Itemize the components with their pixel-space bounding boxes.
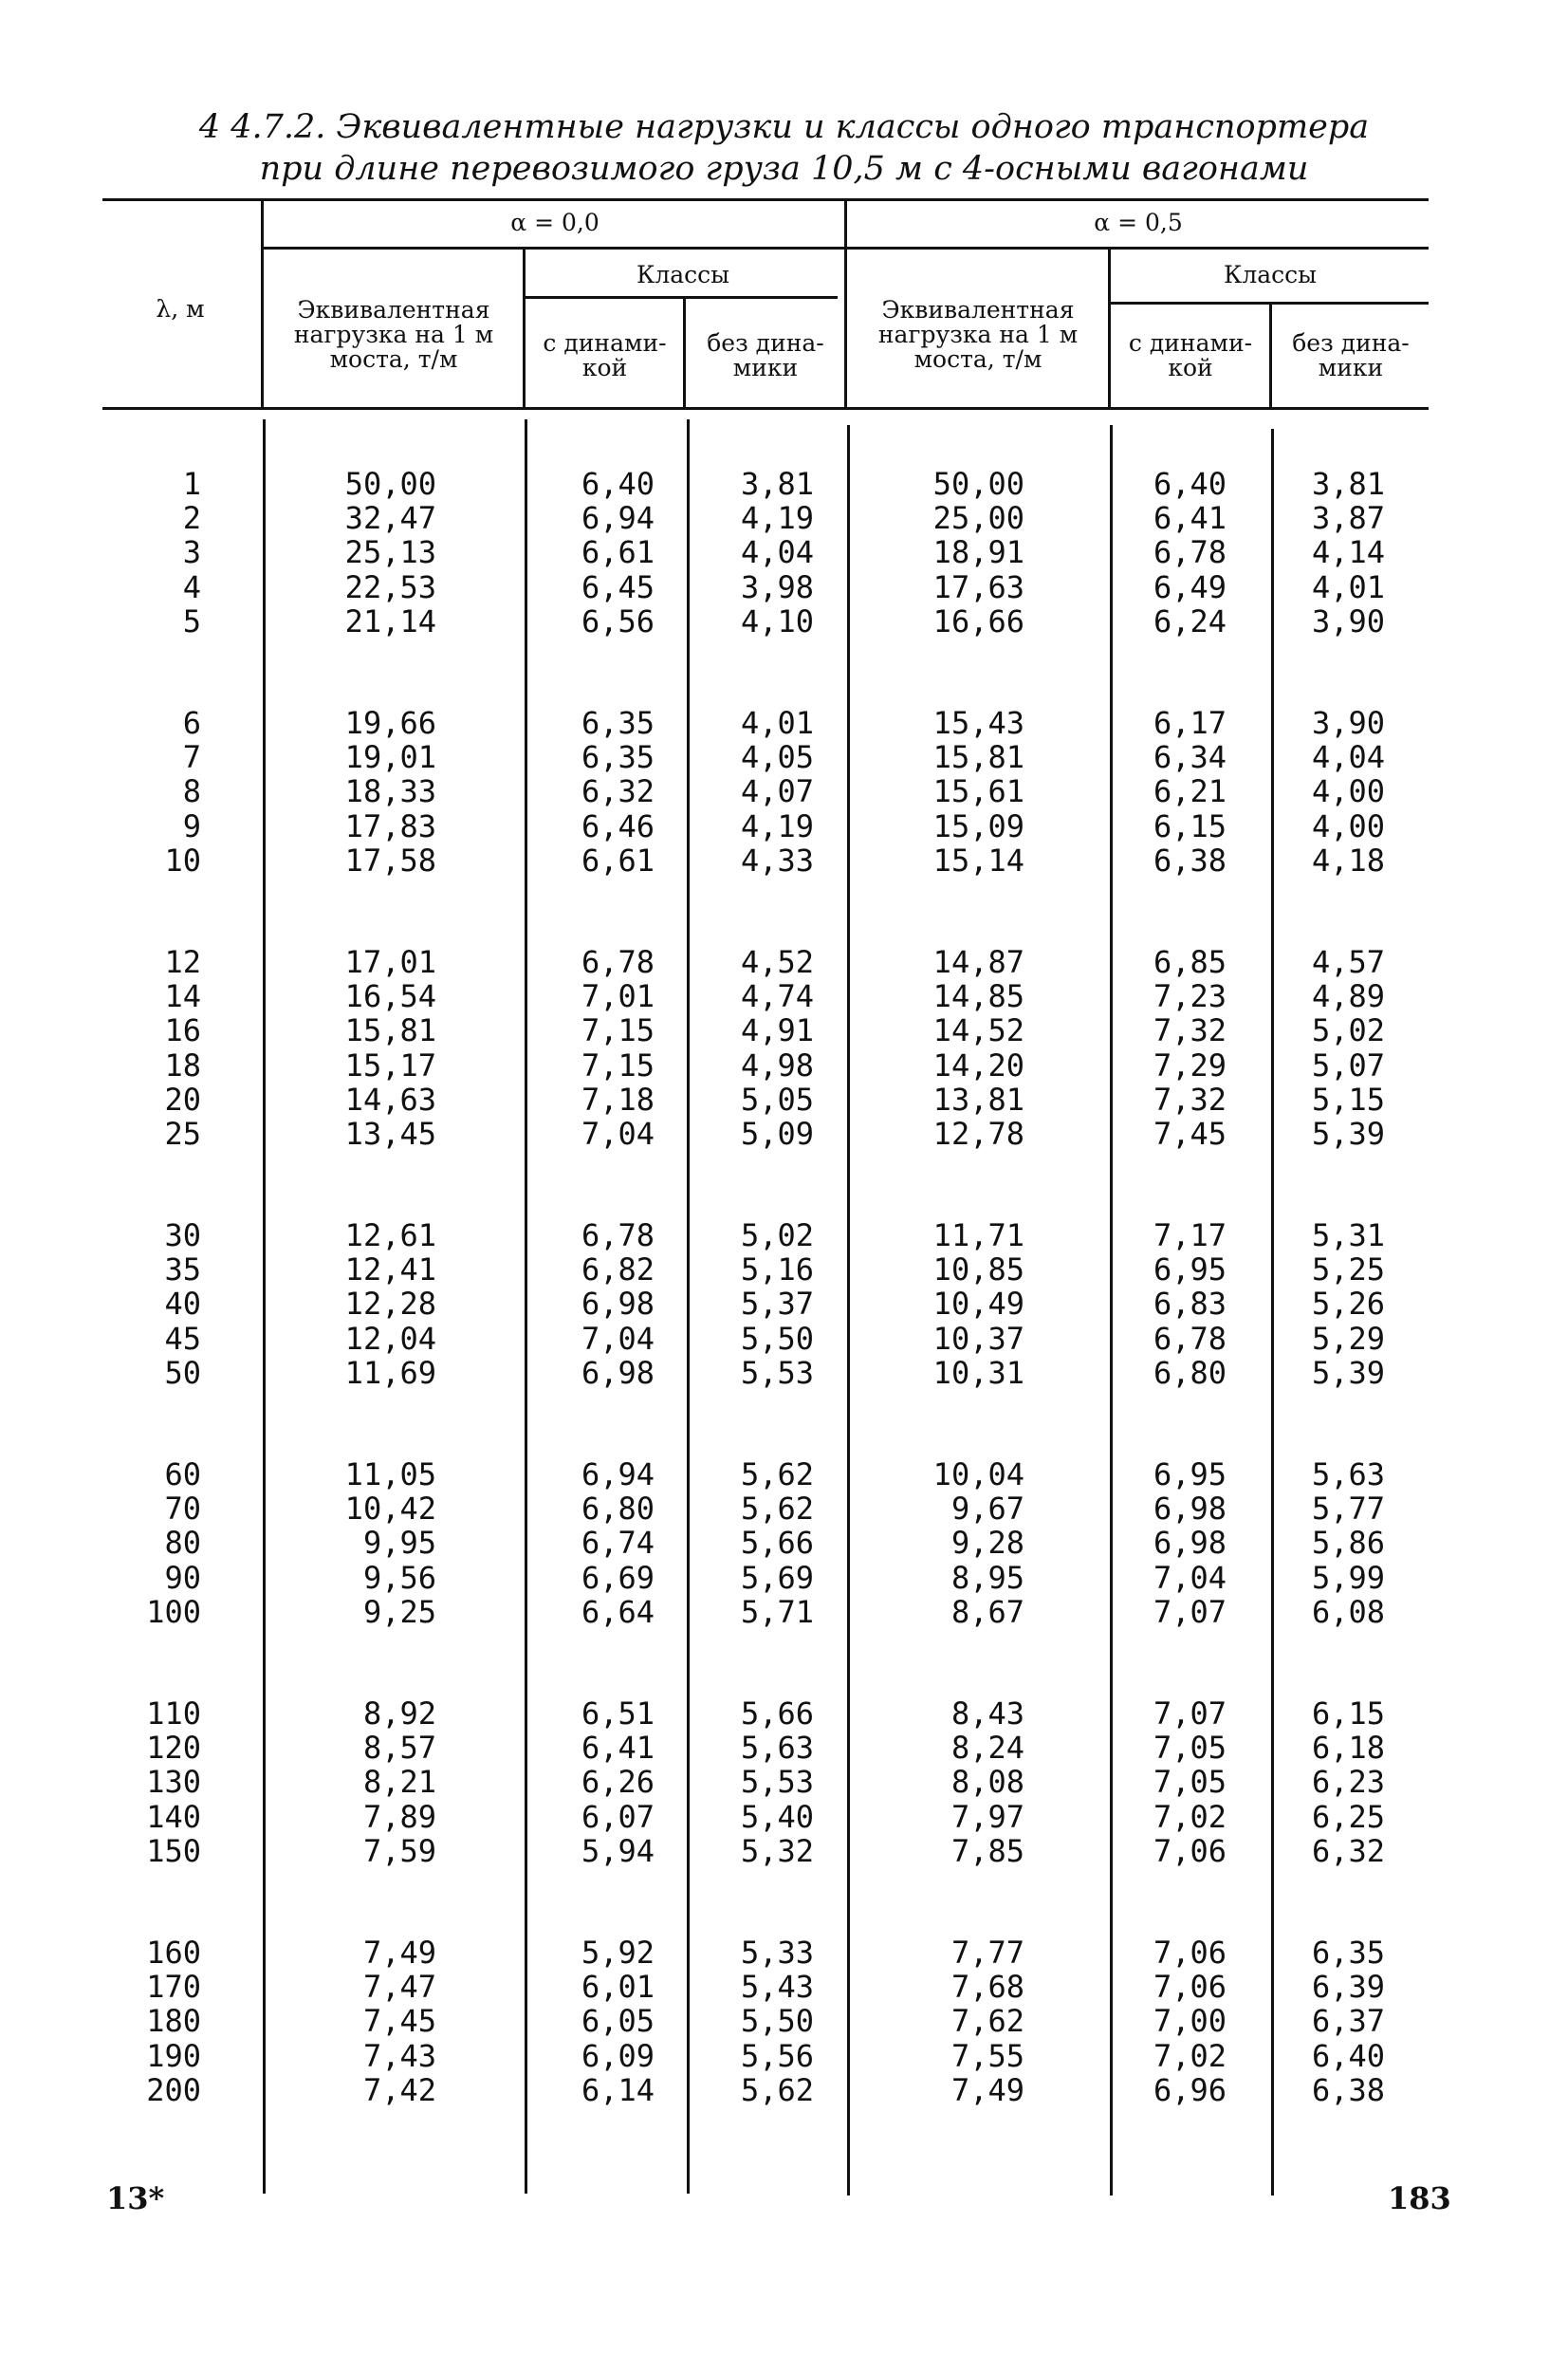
row-equiv-load-a5: 7,85 xyxy=(950,1833,1024,1869)
row-equiv-load-a5: 18,91 xyxy=(932,534,1024,570)
row-equiv-load-a5: 15,43 xyxy=(932,705,1024,741)
row-class-dyn-a5: 6,96 xyxy=(1153,2072,1227,2108)
row-class-dyn-a0: 6,01 xyxy=(581,1969,655,2005)
row-class-nodyn-a0: 5,43 xyxy=(740,1969,814,2005)
row-lambda: 40 xyxy=(164,1286,201,1322)
row-lambda: 200 xyxy=(146,2072,201,2108)
row-equiv-load-a0: 17,01 xyxy=(344,944,436,980)
row-class-nodyn-a5: 4,04 xyxy=(1311,739,1385,775)
row-class-dyn-a5: 7,05 xyxy=(1153,1730,1227,1766)
row-class-nodyn-a0: 4,19 xyxy=(740,500,814,536)
row-equiv-load-a5: 13,81 xyxy=(932,1082,1024,1118)
header-equiv-line-1: Эквивалентная xyxy=(881,296,1075,324)
row-lambda: 90 xyxy=(164,1560,201,1596)
row-class-nodyn-a5: 5,26 xyxy=(1311,1286,1385,1322)
row-class-nodyn-a0: 5,53 xyxy=(740,1355,814,1391)
row-class-nodyn-a5: 5,29 xyxy=(1311,1321,1385,1357)
row-class-nodyn-a5: 6,18 xyxy=(1311,1730,1385,1766)
row-class-dyn-a5: 7,07 xyxy=(1153,1695,1227,1732)
row-class-dyn-a5: 6,17 xyxy=(1153,705,1227,741)
signature-mark: 13* xyxy=(106,2180,165,2216)
row-class-dyn-a5: 6,49 xyxy=(1153,569,1227,605)
row-class-nodyn-a5: 6,37 xyxy=(1311,2003,1385,2039)
header-dyn-line-1: с динами- xyxy=(1128,329,1253,357)
row-class-nodyn-a0: 5,50 xyxy=(740,2003,814,2039)
row-class-dyn-a0: 6,94 xyxy=(581,1456,655,1492)
header-equiv-line-2: нагрузка на 1 м xyxy=(293,321,494,348)
row-lambda: 100 xyxy=(146,1594,201,1630)
row-lambda: 25 xyxy=(164,1116,201,1152)
row-class-dyn-a0: 6,07 xyxy=(581,1799,655,1835)
row-equiv-load-a5: 14,52 xyxy=(932,1012,1024,1048)
row-equiv-load-a0: 10,42 xyxy=(344,1491,436,1527)
row-class-dyn-a0: 6,45 xyxy=(581,569,655,605)
row-equiv-load-a0: 15,81 xyxy=(344,1012,436,1048)
row-equiv-load-a0: 19,66 xyxy=(344,705,436,741)
col-divider xyxy=(683,299,686,407)
row-class-nodyn-a5: 5,31 xyxy=(1311,1217,1385,1253)
row-class-dyn-a0: 6,14 xyxy=(581,2072,655,2108)
row-class-nodyn-a5: 4,14 xyxy=(1311,534,1385,570)
col-divider xyxy=(523,250,526,407)
row-equiv-load-a0: 25,13 xyxy=(344,534,436,570)
row-equiv-load-a5: 10,31 xyxy=(932,1355,1024,1391)
row-class-dyn-a0: 6,40 xyxy=(581,466,655,502)
row-class-dyn-a0: 6,78 xyxy=(581,944,655,980)
row-class-nodyn-a5: 3,90 xyxy=(1311,705,1385,741)
row-equiv-load-a5: 14,85 xyxy=(932,978,1024,1014)
row-class-nodyn-a0: 5,66 xyxy=(740,1525,814,1561)
row-class-nodyn-a5: 4,89 xyxy=(1311,978,1385,1014)
row-class-dyn-a5: 7,06 xyxy=(1153,1935,1227,1971)
col-divider xyxy=(1108,250,1111,407)
row-class-dyn-a0: 6,74 xyxy=(581,1525,655,1561)
row-equiv-load-a5: 7,62 xyxy=(950,2003,1024,2039)
row-class-nodyn-a5: 3,87 xyxy=(1311,500,1385,536)
row-class-dyn-a5: 7,04 xyxy=(1153,1560,1227,1596)
row-class-nodyn-a5: 6,32 xyxy=(1311,1833,1385,1869)
row-class-nodyn-a5: 6,39 xyxy=(1311,1969,1385,2005)
row-class-nodyn-a0: 3,81 xyxy=(740,466,814,502)
row-class-nodyn-a5: 5,07 xyxy=(1311,1047,1385,1084)
row-lambda: 14 xyxy=(164,978,201,1014)
page-number: 183 xyxy=(1388,2180,1451,2216)
row-equiv-load-a5: 8,95 xyxy=(950,1560,1024,1596)
row-class-dyn-a0: 6,05 xyxy=(581,2003,655,2039)
row-equiv-load-a5: 25,00 xyxy=(932,500,1024,536)
row-class-dyn-a5: 6,21 xyxy=(1153,773,1227,809)
row-class-dyn-a5: 7,17 xyxy=(1153,1217,1227,1253)
row-class-dyn-a0: 6,56 xyxy=(581,603,655,639)
row-class-nodyn-a0: 3,98 xyxy=(740,569,814,605)
header-dyn-line-2: кой xyxy=(581,354,628,381)
row-equiv-load-a0: 14,63 xyxy=(344,1082,436,1118)
header-equiv-line-3: моста, т/м xyxy=(913,345,1042,373)
row-lambda: 8 xyxy=(182,773,201,809)
row-equiv-load-a5: 7,77 xyxy=(950,1935,1024,1971)
row-equiv-load-a0: 22,53 xyxy=(344,569,436,605)
row-class-dyn-a5: 6,78 xyxy=(1153,1321,1227,1357)
row-class-dyn-a5: 6,41 xyxy=(1153,500,1227,536)
row-class-dyn-a0: 7,04 xyxy=(581,1116,655,1152)
row-class-dyn-a0: 6,35 xyxy=(581,705,655,741)
row-class-dyn-a5: 6,15 xyxy=(1153,808,1227,844)
row-class-dyn-a0: 6,09 xyxy=(581,2038,655,2074)
row-equiv-load-a0: 7,59 xyxy=(362,1833,436,1869)
header-nodyn-line-2: мики xyxy=(1318,354,1384,381)
row-class-nodyn-a0: 4,01 xyxy=(740,705,814,741)
row-equiv-load-a0: 13,45 xyxy=(344,1116,436,1152)
row-class-nodyn-a5: 5,25 xyxy=(1311,1251,1385,1288)
row-lambda: 3 xyxy=(182,534,201,570)
row-class-dyn-a0: 7,04 xyxy=(581,1321,655,1357)
classes-rule-left xyxy=(525,296,838,299)
row-class-nodyn-a0: 5,62 xyxy=(740,1456,814,1492)
col-divider xyxy=(1271,429,1274,2196)
col-divider xyxy=(1269,305,1272,407)
row-class-nodyn-a5: 3,90 xyxy=(1311,603,1385,639)
header-alpha-05: α = 0,5 xyxy=(1094,209,1183,236)
row-class-nodyn-a5: 3,81 xyxy=(1311,466,1385,502)
row-class-nodyn-a5: 5,39 xyxy=(1311,1116,1385,1152)
row-class-nodyn-a0: 5,62 xyxy=(740,1491,814,1527)
header-with-dynamics xyxy=(526,331,683,380)
row-equiv-load-a0: 18,33 xyxy=(344,773,436,809)
row-equiv-load-a0: 8,21 xyxy=(362,1764,436,1800)
row-class-dyn-a0: 6,64 xyxy=(581,1594,655,1630)
header-equiv-line-3: моста, т/м xyxy=(329,345,458,373)
row-class-dyn-a5: 6,38 xyxy=(1153,843,1227,879)
row-class-nodyn-a5: 4,00 xyxy=(1311,808,1385,844)
row-class-nodyn-a0: 5,32 xyxy=(740,1833,814,1869)
row-equiv-load-a0: 7,45 xyxy=(362,2003,436,2039)
row-class-dyn-a5: 7,07 xyxy=(1153,1594,1227,1630)
row-class-nodyn-a5: 6,15 xyxy=(1311,1695,1385,1732)
row-class-nodyn-a5: 6,25 xyxy=(1311,1799,1385,1835)
row-class-nodyn-a5: 5,86 xyxy=(1311,1525,1385,1561)
row-class-nodyn-a5: 5,02 xyxy=(1311,1012,1385,1048)
row-equiv-load-a5: 50,00 xyxy=(932,466,1024,502)
row-class-nodyn-a0: 5,40 xyxy=(740,1799,814,1835)
row-lambda: 180 xyxy=(146,2003,201,2039)
col-divider xyxy=(525,419,527,2194)
row-class-dyn-a5: 6,40 xyxy=(1153,466,1227,502)
row-class-dyn-a5: 6,78 xyxy=(1153,534,1227,570)
row-class-dyn-a0: 6,69 xyxy=(581,1560,655,1596)
row-lambda: 150 xyxy=(146,1833,201,1869)
header-equiv-line-1: Эквивалентная xyxy=(297,296,490,324)
row-equiv-load-a0: 16,54 xyxy=(344,978,436,1014)
header-nodyn-line-1: без дина- xyxy=(1292,329,1410,357)
row-class-nodyn-a0: 4,91 xyxy=(740,1012,814,1048)
row-equiv-load-a0: 12,28 xyxy=(344,1286,436,1322)
row-lambda: 160 xyxy=(146,1935,201,1971)
col-divider xyxy=(1110,425,1113,2196)
row-class-nodyn-a5: 4,01 xyxy=(1311,569,1385,605)
row-equiv-load-a5: 7,97 xyxy=(950,1799,1024,1835)
header-dyn-line-1: с динами- xyxy=(543,329,667,357)
row-equiv-load-a5: 10,85 xyxy=(932,1251,1024,1288)
row-class-dyn-a0: 5,94 xyxy=(581,1833,655,1869)
row-class-nodyn-a0: 4,10 xyxy=(740,603,814,639)
header-alpha-0: α = 0,0 xyxy=(510,209,600,236)
row-class-nodyn-a0: 5,16 xyxy=(740,1251,814,1288)
row-equiv-load-a5: 8,67 xyxy=(950,1594,1024,1630)
row-lambda: 190 xyxy=(146,2038,201,2074)
row-class-dyn-a0: 5,92 xyxy=(581,1935,655,1971)
row-lambda: 10 xyxy=(164,843,201,879)
row-class-dyn-a0: 6,78 xyxy=(581,1217,655,1253)
row-equiv-load-a0: 9,95 xyxy=(362,1525,436,1561)
row-equiv-load-a5: 15,09 xyxy=(932,808,1024,844)
row-equiv-load-a0: 7,47 xyxy=(362,1969,436,2005)
row-equiv-load-a0: 12,41 xyxy=(344,1251,436,1288)
header-lambda: λ, м xyxy=(156,295,205,323)
table-title-line-2: при длине перевозимого груза 10,5 м с 4-осными вагонами xyxy=(259,150,1309,188)
row-lambda: 6 xyxy=(182,705,201,741)
row-class-nodyn-a0: 5,02 xyxy=(740,1217,814,1253)
col-divider xyxy=(844,201,847,407)
row-class-dyn-a5: 6,95 xyxy=(1153,1251,1227,1288)
row-lambda: 80 xyxy=(164,1525,201,1561)
row-class-nodyn-a0: 5,62 xyxy=(740,2072,814,2108)
row-equiv-load-a0: 9,56 xyxy=(362,1560,436,1596)
row-equiv-load-a5: 8,43 xyxy=(950,1695,1024,1732)
row-lambda: 110 xyxy=(146,1695,201,1732)
row-equiv-load-a0: 15,17 xyxy=(344,1047,436,1084)
row-equiv-load-a0: 7,43 xyxy=(362,2038,436,2074)
row-equiv-load-a5: 7,68 xyxy=(950,1969,1024,2005)
table-top-rule xyxy=(102,198,1429,201)
row-lambda: 140 xyxy=(146,1799,201,1835)
row-class-dyn-a0: 6,61 xyxy=(581,843,655,879)
row-equiv-load-a5: 7,55 xyxy=(950,2038,1024,2074)
row-class-nodyn-a5: 6,23 xyxy=(1311,1764,1385,1800)
row-lambda: 9 xyxy=(182,808,201,844)
row-class-dyn-a5: 7,32 xyxy=(1153,1082,1227,1118)
row-equiv-load-a0: 7,42 xyxy=(362,2072,436,2108)
row-equiv-load-a0: 19,01 xyxy=(344,739,436,775)
row-equiv-load-a5: 8,08 xyxy=(950,1764,1024,1800)
header-without-dynamics xyxy=(687,331,844,380)
row-class-dyn-a5: 7,00 xyxy=(1153,2003,1227,2039)
row-equiv-load-a5: 11,71 xyxy=(932,1217,1024,1253)
row-class-dyn-a0: 7,15 xyxy=(581,1047,655,1084)
row-lambda: 35 xyxy=(164,1251,201,1288)
row-class-dyn-a5: 6,98 xyxy=(1153,1491,1227,1527)
row-equiv-load-a5: 15,14 xyxy=(932,843,1024,879)
row-class-nodyn-a0: 5,71 xyxy=(740,1594,814,1630)
row-equiv-load-a5: 14,87 xyxy=(932,944,1024,980)
row-equiv-load-a0: 21,14 xyxy=(344,603,436,639)
row-class-nodyn-a5: 4,57 xyxy=(1311,944,1385,980)
row-class-dyn-a5: 6,85 xyxy=(1153,944,1227,980)
header-classes: Классы xyxy=(1223,261,1318,288)
row-class-dyn-a5: 6,83 xyxy=(1153,1286,1227,1322)
row-class-nodyn-a5: 4,18 xyxy=(1311,843,1385,879)
row-equiv-load-a0: 50,00 xyxy=(344,466,436,502)
row-equiv-load-a0: 8,92 xyxy=(362,1695,436,1732)
row-class-dyn-a0: 7,18 xyxy=(581,1082,655,1118)
row-lambda: 170 xyxy=(146,1969,201,2005)
row-equiv-load-a5: 15,81 xyxy=(932,739,1024,775)
row-class-nodyn-a0: 5,09 xyxy=(740,1116,814,1152)
header-equivalent-load xyxy=(849,298,1107,372)
row-equiv-load-a5: 7,49 xyxy=(950,2072,1024,2108)
row-lambda: 50 xyxy=(164,1355,201,1391)
row-class-dyn-a5: 7,29 xyxy=(1153,1047,1227,1084)
col-divider xyxy=(687,419,690,2194)
row-lambda: 4 xyxy=(182,569,201,605)
row-lambda: 5 xyxy=(182,603,201,639)
row-class-dyn-a5: 7,23 xyxy=(1153,978,1227,1014)
row-class-dyn-a5: 7,05 xyxy=(1153,1764,1227,1800)
row-class-nodyn-a0: 5,33 xyxy=(740,1935,814,1971)
row-equiv-load-a0: 12,61 xyxy=(344,1217,436,1253)
row-class-nodyn-a0: 5,69 xyxy=(740,1560,814,1596)
row-class-dyn-a0: 6,80 xyxy=(581,1491,655,1527)
table-title xyxy=(0,106,1568,190)
row-class-dyn-a0: 6,46 xyxy=(581,808,655,844)
row-lambda: 30 xyxy=(164,1217,201,1253)
row-class-nodyn-a5: 5,15 xyxy=(1311,1082,1385,1118)
row-equiv-load-a5: 9,67 xyxy=(950,1491,1024,1527)
row-class-dyn-a0: 6,26 xyxy=(581,1764,655,1800)
row-lambda: 16 xyxy=(164,1012,201,1048)
row-lambda: 120 xyxy=(146,1730,201,1766)
row-equiv-load-a5: 10,04 xyxy=(932,1456,1024,1492)
row-class-nodyn-a0: 5,66 xyxy=(740,1695,814,1732)
row-class-nodyn-a0: 4,74 xyxy=(740,978,814,1014)
row-class-nodyn-a5: 5,39 xyxy=(1311,1355,1385,1391)
row-class-nodyn-a0: 5,05 xyxy=(740,1082,814,1118)
row-equiv-load-a5: 10,49 xyxy=(932,1286,1024,1322)
row-lambda: 18 xyxy=(164,1047,201,1084)
header-bottom-rule xyxy=(102,407,1429,410)
row-lambda: 60 xyxy=(164,1456,201,1492)
row-class-nodyn-a5: 5,77 xyxy=(1311,1491,1385,1527)
row-equiv-load-a5: 10,37 xyxy=(932,1321,1024,1357)
row-class-nodyn-a5: 6,08 xyxy=(1311,1594,1385,1630)
row-class-dyn-a0: 6,94 xyxy=(581,500,655,536)
header-nodyn-line-1: без дина- xyxy=(707,329,824,357)
row-class-nodyn-a5: 6,40 xyxy=(1311,2038,1385,2074)
row-class-nodyn-a0: 4,98 xyxy=(740,1047,814,1084)
row-class-dyn-a0: 6,51 xyxy=(581,1695,655,1732)
row-class-dyn-a0: 6,35 xyxy=(581,739,655,775)
header-dyn-line-2: кой xyxy=(1168,354,1213,381)
row-class-nodyn-a0: 5,53 xyxy=(740,1764,814,1800)
header-nodyn-line-2: мики xyxy=(732,354,799,381)
row-equiv-load-a5: 17,63 xyxy=(932,569,1024,605)
row-lambda: 12 xyxy=(164,944,201,980)
row-class-dyn-a5: 7,06 xyxy=(1153,1833,1227,1869)
row-class-dyn-a5: 6,80 xyxy=(1153,1355,1227,1391)
row-lambda: 2 xyxy=(182,500,201,536)
row-lambda: 130 xyxy=(146,1764,201,1800)
row-class-nodyn-a5: 5,63 xyxy=(1311,1456,1385,1492)
col-divider xyxy=(261,201,264,407)
row-class-dyn-a0: 6,98 xyxy=(581,1286,655,1322)
row-lambda: 7 xyxy=(182,739,201,775)
row-equiv-load-a5: 12,78 xyxy=(932,1116,1024,1152)
row-class-nodyn-a0: 5,56 xyxy=(740,2038,814,2074)
row-class-dyn-a5: 7,32 xyxy=(1153,1012,1227,1048)
row-equiv-load-a5: 8,24 xyxy=(950,1730,1024,1766)
row-equiv-load-a0: 9,25 xyxy=(362,1594,436,1630)
row-class-nodyn-a5: 6,35 xyxy=(1311,1935,1385,1971)
row-class-dyn-a5: 7,02 xyxy=(1153,1799,1227,1835)
row-class-nodyn-a0: 5,63 xyxy=(740,1730,814,1766)
row-equiv-load-a0: 7,89 xyxy=(362,1799,436,1835)
row-class-dyn-a0: 6,41 xyxy=(581,1730,655,1766)
row-class-nodyn-a0: 4,05 xyxy=(740,739,814,775)
row-equiv-load-a0: 17,58 xyxy=(344,843,436,879)
row-equiv-load-a0: 7,49 xyxy=(362,1935,436,1971)
row-class-nodyn-a0: 4,19 xyxy=(740,808,814,844)
row-lambda: 20 xyxy=(164,1082,201,1118)
header-equiv-line-2: нагрузка на 1 м xyxy=(877,321,1079,348)
table-title-line-1: 4 4.7.2. Эквивалентные нагрузки и классы одного транспортера xyxy=(198,108,1370,146)
row-class-dyn-a5: 6,98 xyxy=(1153,1525,1227,1561)
row-class-nodyn-a0: 5,37 xyxy=(740,1286,814,1322)
row-equiv-load-a5: 14,20 xyxy=(932,1047,1024,1084)
row-equiv-load-a5: 9,28 xyxy=(950,1525,1024,1561)
col-divider xyxy=(847,425,850,2196)
row-class-dyn-a5: 7,45 xyxy=(1153,1116,1227,1152)
row-equiv-load-a0: 32,47 xyxy=(344,500,436,536)
row-class-nodyn-a5: 5,99 xyxy=(1311,1560,1385,1596)
row-class-dyn-a0: 7,01 xyxy=(581,978,655,1014)
row-class-dyn-a0: 6,61 xyxy=(581,534,655,570)
row-class-dyn-a5: 7,06 xyxy=(1153,1969,1227,2005)
col-divider xyxy=(263,419,266,2194)
row-class-nodyn-a0: 4,33 xyxy=(740,843,814,879)
row-equiv-load-a0: 8,57 xyxy=(362,1730,436,1766)
row-class-nodyn-a0: 4,07 xyxy=(740,773,814,809)
row-equiv-load-a0: 11,05 xyxy=(344,1456,436,1492)
row-class-nodyn-a5: 6,38 xyxy=(1311,2072,1385,2108)
row-class-nodyn-a0: 4,52 xyxy=(740,944,814,980)
row-class-nodyn-a5: 4,00 xyxy=(1311,773,1385,809)
row-class-dyn-a0: 6,82 xyxy=(581,1251,655,1288)
row-equiv-load-a5: 16,66 xyxy=(932,603,1024,639)
row-lambda: 1 xyxy=(182,466,201,502)
header-with-dynamics xyxy=(1112,331,1269,380)
row-class-nodyn-a0: 5,50 xyxy=(740,1321,814,1357)
row-class-dyn-a0: 6,32 xyxy=(581,773,655,809)
row-class-dyn-a5: 6,24 xyxy=(1153,603,1227,639)
row-class-nodyn-a0: 4,04 xyxy=(740,534,814,570)
row-equiv-load-a0: 17,83 xyxy=(344,808,436,844)
header-equivalent-load xyxy=(266,298,522,372)
row-class-dyn-a0: 6,98 xyxy=(581,1355,655,1391)
row-equiv-load-a0: 11,69 xyxy=(344,1355,436,1391)
row-class-dyn-a5: 7,02 xyxy=(1153,2038,1227,2074)
row-class-dyn-a0: 7,15 xyxy=(581,1012,655,1048)
row-equiv-load-a0: 12,04 xyxy=(344,1321,436,1357)
row-lambda: 70 xyxy=(164,1491,201,1527)
header-without-dynamics xyxy=(1273,331,1429,380)
row-class-dyn-a5: 6,95 xyxy=(1153,1456,1227,1492)
row-equiv-load-a5: 15,61 xyxy=(932,773,1024,809)
header-classes: Классы xyxy=(636,261,730,288)
row-lambda: 45 xyxy=(164,1321,201,1357)
row-class-dyn-a5: 6,34 xyxy=(1153,739,1227,775)
